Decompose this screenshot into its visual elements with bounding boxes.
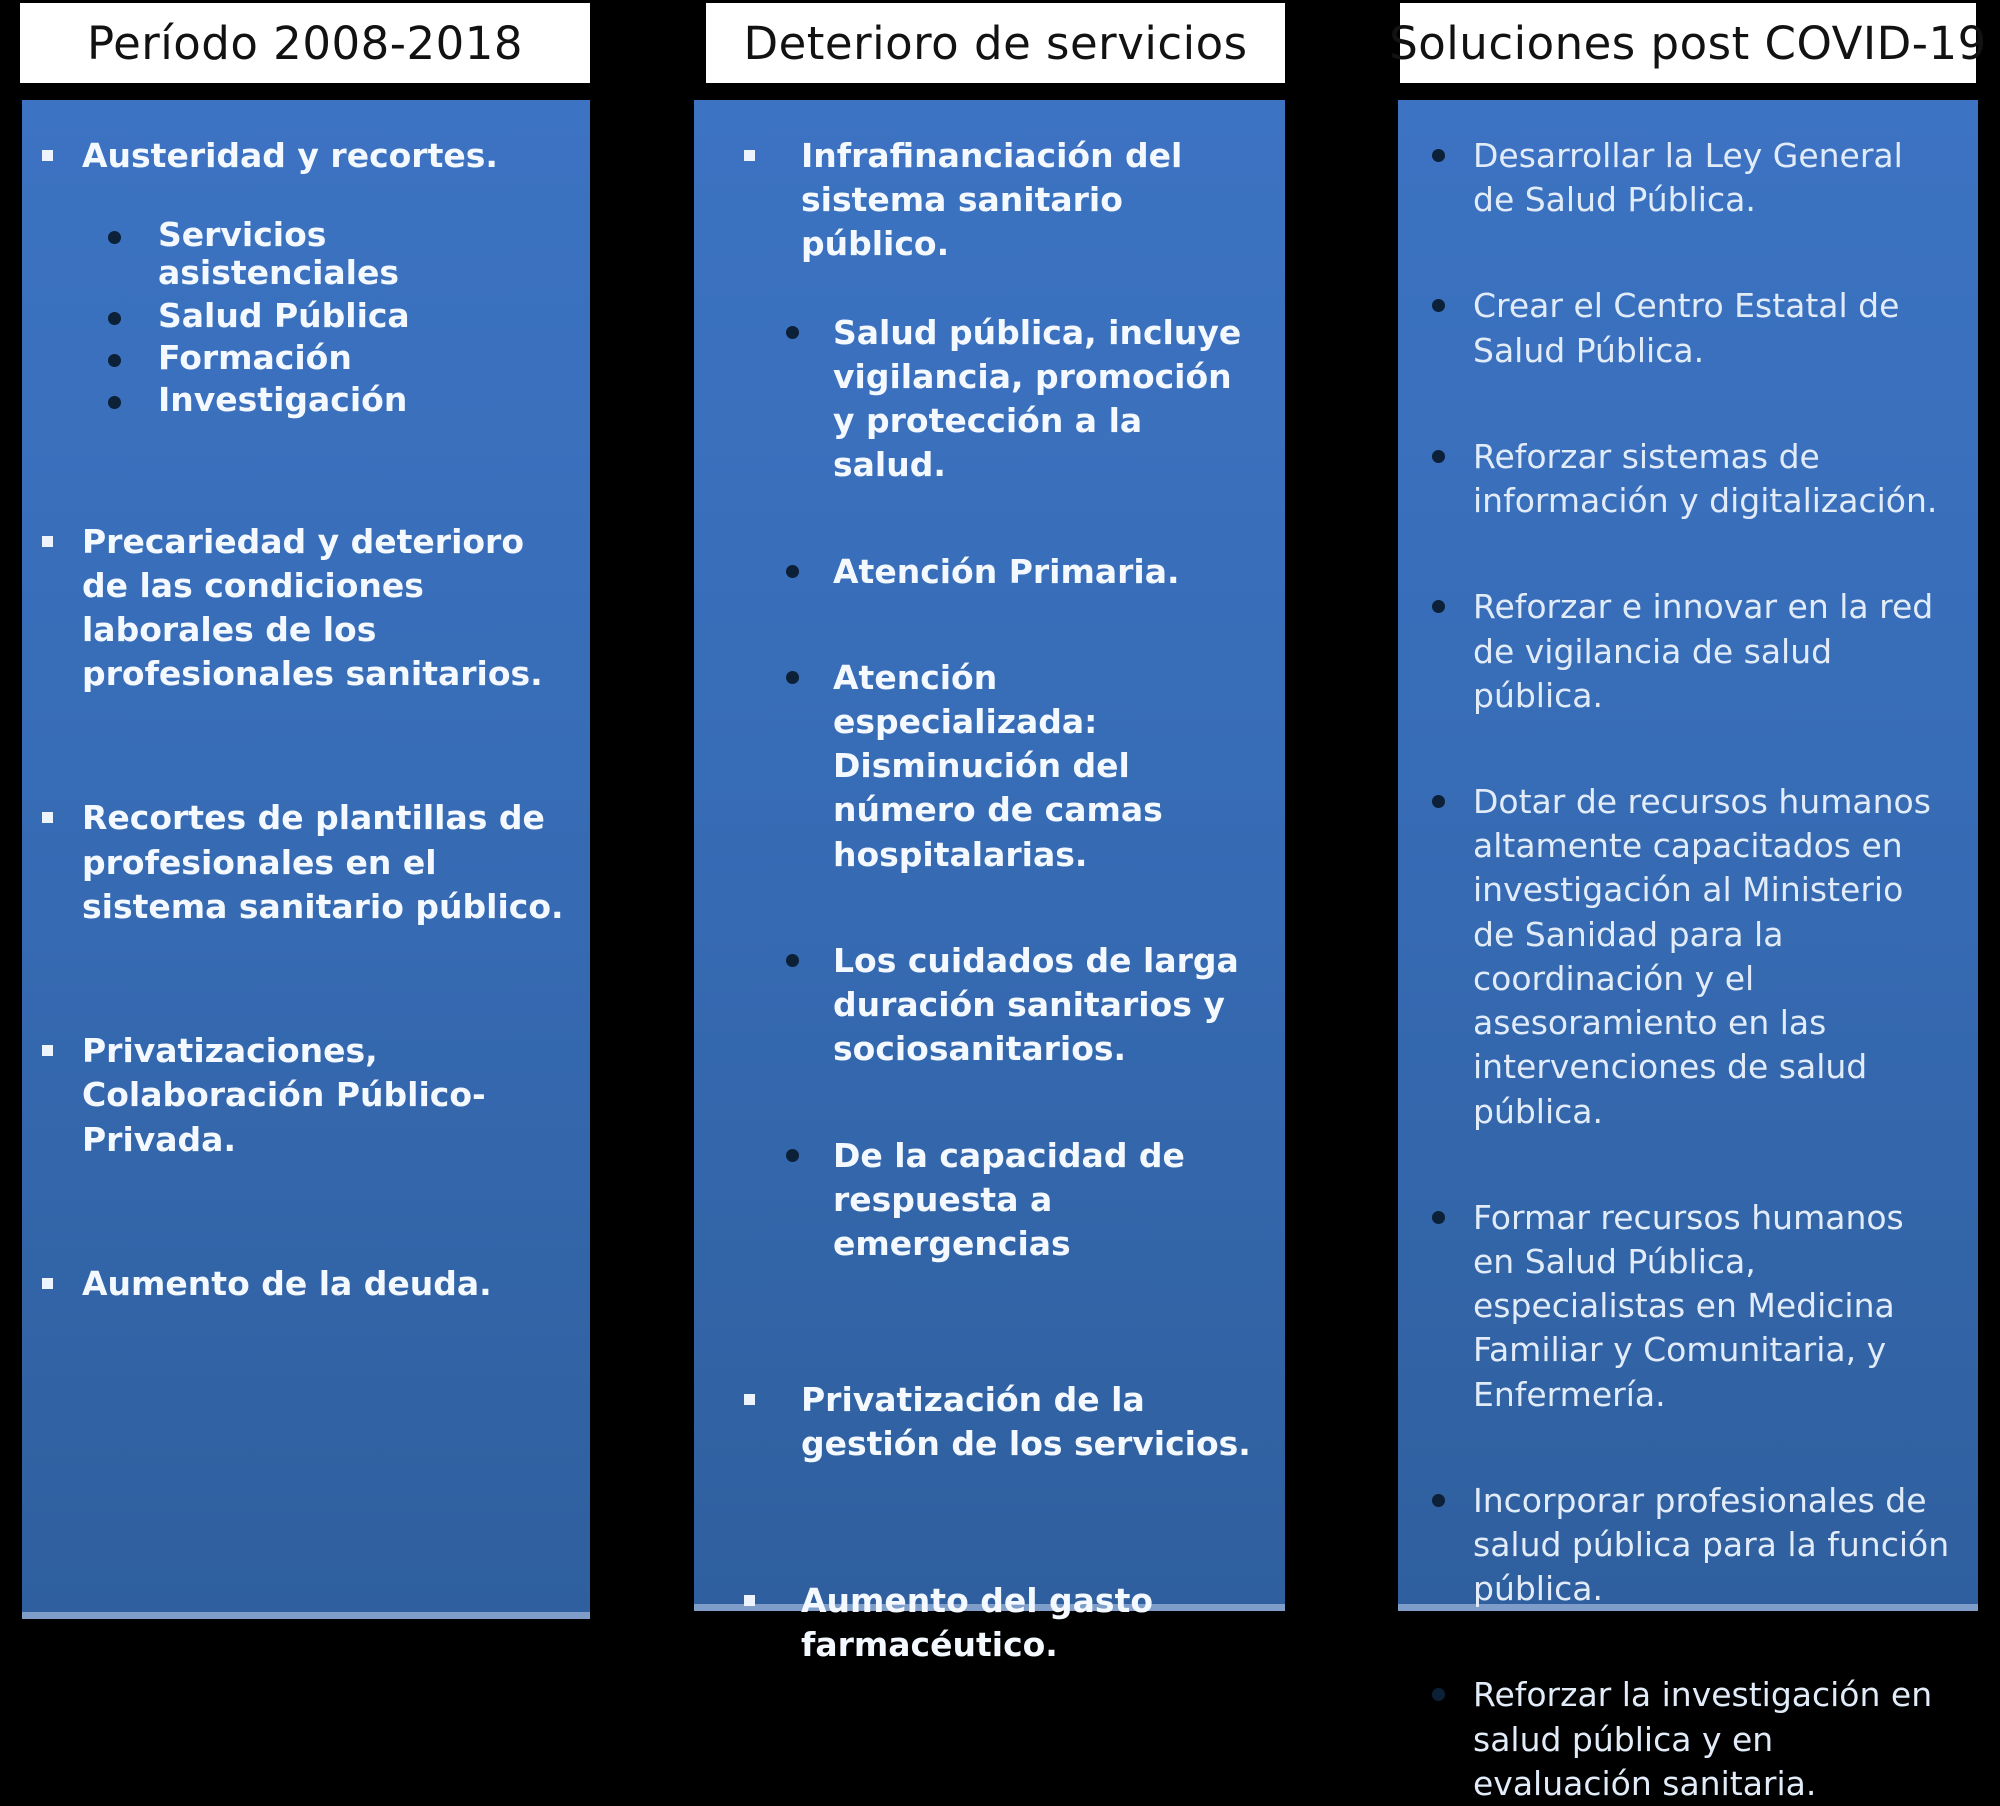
list-item-text: Reforzar la investigación en salud pública y en evaluación sanitaria. (1473, 1675, 1933, 1803)
list-item (1398, 1673, 1978, 1806)
list-item (1398, 585, 1978, 718)
list-item (694, 1579, 1285, 1667)
dot-bullet-icon (1432, 1688, 1445, 1701)
list-item-text: Desarrollar la Ley General de Salud Pública. (1473, 136, 1903, 220)
list-item-text: Privatizaciones, Colaboración Público-Privada. (82, 1031, 486, 1159)
list-item (22, 1029, 590, 1162)
list-item-text: Aumento del gasto farmacéutico. (801, 1580, 1154, 1664)
list-item (1398, 435, 1978, 523)
sub-list-item (694, 939, 1285, 1072)
list-item (1398, 284, 1978, 372)
sub-bullet-list (22, 216, 590, 419)
list-item-text: Incorporar profesionales de salud pública para la función pública. (1473, 1480, 1950, 1609)
list-item-text: Infrafinanciación del sistema sanitario público. (801, 136, 1183, 264)
column-header-soluciones: Soluciones post COVID-19 (1400, 3, 1976, 83)
square-bullet-icon (744, 1595, 755, 1606)
sub-list-item-text: Investigación (158, 380, 408, 420)
sub-list-item (694, 1134, 1285, 1267)
panel-soluciones (1398, 100, 1978, 1803)
sub-list-item-text: Salud Pública (158, 295, 410, 335)
dot-bullet-icon (1432, 600, 1445, 613)
dot-bullet-icon (108, 312, 121, 325)
square-bullet-icon (42, 1045, 53, 1056)
sub-list-item-text: Salud pública, incluye vigilancia, promoción y protección a la salud. (833, 312, 1242, 485)
sub-list-item-text: Formación (158, 338, 352, 378)
dot-bullet-icon (1432, 299, 1445, 312)
list-item-text: Privatización de la gestión de los servicios. (801, 1380, 1251, 1464)
square-bullet-icon (744, 1394, 755, 1405)
dot-bullet-icon (108, 396, 121, 409)
dot-bullet-icon (108, 354, 121, 367)
dot-bullet-icon (1432, 450, 1445, 463)
list-item (22, 796, 590, 929)
square-bullet-icon (42, 150, 53, 161)
dot-bullet-icon (786, 1149, 799, 1162)
list-item (22, 1262, 590, 1306)
dot-bullet-icon (786, 326, 799, 339)
bullet-list-deterioro (694, 100, 1285, 1667)
list-item (1398, 1479, 1978, 1612)
bullet-list-soluciones (1398, 100, 1978, 1806)
dot-bullet-icon (786, 954, 799, 967)
list-item (1398, 780, 1978, 1134)
dot-bullet-icon (786, 565, 799, 578)
sub-bullet-list (694, 311, 1285, 1267)
list-item-text: Recortes de plantillas de profesionales en el sistema sanitario público. (82, 798, 564, 926)
column-header-periodo: Período 2008-2018 (20, 3, 590, 83)
list-item-text: Reforzar sistemas de información y digitalización. (1473, 436, 1938, 521)
list-item (694, 134, 1285, 1266)
list-item (694, 1378, 1285, 1466)
list-item-text: Precariedad y deterioro de las condiciones laborales de los profesionales sanitarios. (82, 521, 543, 694)
list-item (1398, 134, 1978, 222)
sub-list-item (694, 550, 1285, 594)
sub-list-item-text: Los cuidados de larga duración sanitarios y sociosanitarios. (833, 940, 1239, 1069)
sub-list-item (694, 311, 1285, 488)
list-item (22, 134, 590, 420)
panel-periodo (22, 100, 590, 1619)
sub-list-item-text: Servicios asistenciales (158, 215, 399, 293)
dot-bullet-icon (786, 671, 799, 684)
list-item-text: Formar recursos humanos en Salud Pública, especialistas en Medicina Familiar y Comunitaria, y Enfermería. (1473, 1197, 1904, 1414)
dot-bullet-icon (1432, 1211, 1445, 1224)
square-bullet-icon (42, 1278, 53, 1289)
sub-list-item-text: Atención Primaria. (833, 551, 1180, 591)
dot-bullet-icon (1432, 1494, 1445, 1507)
square-bullet-icon (744, 150, 755, 161)
sub-list-item (22, 297, 590, 335)
list-item-text: Austeridad y recortes. (82, 136, 498, 175)
sub-list-item-text: Atención especializada: Disminución del número de camas hospitalarias. (833, 657, 1163, 874)
sub-list-item-text: De la capacidad de respuesta a emergencias (833, 1135, 1185, 1263)
dot-bullet-icon (108, 231, 121, 244)
list-item-text: Dotar de recursos humanos altamente capacitados en investigación al Ministerio de Sanidad para la coordinación y el asesoramiento en las intervenciones de salud pública. (1473, 781, 1931, 1131)
sub-list-item (22, 381, 590, 419)
column-header-deterioro: Deterioro de servicios (706, 3, 1285, 83)
square-bullet-icon (42, 812, 53, 823)
square-bullet-icon (42, 536, 53, 547)
bullet-list-periodo (22, 100, 590, 1306)
list-item-text: Crear el Centro Estatal de Salud Pública. (1473, 286, 1900, 370)
sub-list-item (22, 339, 590, 377)
dot-bullet-icon (1432, 149, 1445, 162)
dot-bullet-icon (1432, 795, 1445, 808)
sub-list-item (22, 216, 590, 293)
panel-deterioro (694, 100, 1285, 1664)
list-item (1398, 1196, 1978, 1417)
list-item (22, 520, 590, 697)
sub-list-item (694, 656, 1285, 877)
list-item-text: Aumento de la deuda. (82, 1263, 492, 1303)
list-item-text: Reforzar e innovar en la red de vigilancia de salud pública. (1473, 587, 1934, 715)
